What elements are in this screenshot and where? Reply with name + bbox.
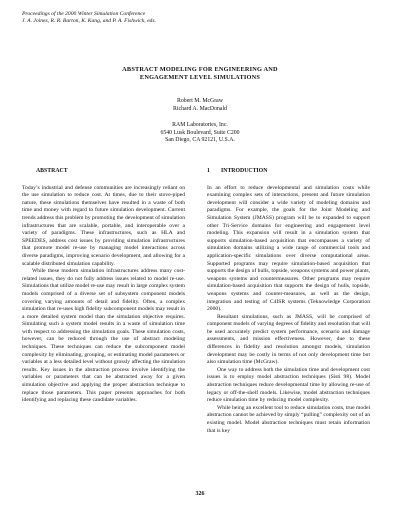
- paper-title-line-2: ENGAGEMENT LEVEL SIMULATIONS: [139, 74, 261, 81]
- title-block: [0, 66, 400, 145]
- introduction-column: [207, 168, 370, 435]
- introduction-heading: [207, 168, 370, 176]
- author-list: [0, 98, 400, 113]
- proceedings-title: Proceedings of the 2000 Winter Simulation Conference: [22, 11, 146, 17]
- introduction-paragraph: Resultant simulations, such as JMASS, will be comprised of component models of varying degrees of fidelity and resolution that will be used accurately predict system performance, scenario and damage assessments, and mission effectiveness. However, due to these differences in fidelity and resolution amongst models, simulation development may be costly in terms of not only development time but also simulation time (McGraw).: [207, 313, 370, 366]
- affiliation-organization: RAM Laboratories, Inc.: [172, 122, 228, 128]
- proceedings-header: [22, 11, 382, 25]
- introduction-paragraph: One way to address both the simulation time and development cost issues is to employ model abstraction techniques (Sisti 98). Model abstraction techniques reduce developmental time by allowing re-use of legacy or off-the-shelf models. Likewise, model abstraction techniques reduce simulation time by reducing model complexity.: [207, 366, 370, 404]
- affiliation: [0, 122, 400, 145]
- affiliation-street: 6540 Lusk Boulevard, Suite C200: [160, 129, 240, 136]
- author-2: Richard A. MacDonald: [173, 105, 227, 112]
- affiliation-city: San Diego, CA 92121, U.S.A.: [165, 137, 235, 143]
- abstract-heading: ABSTRACT: [36, 168, 68, 174]
- page-number: 326: [195, 491, 205, 497]
- abstract-paragraph: Today’s industrial and defense communities are increasingly reliant on the use simulation to reduce cost. At times, due to their stove-piped nature, these simulations themselves have resulted in a waste of both time and money with regard to future simulation development. Current trends address this problem by promoting the development of simulation infrastructures that are scalable, portable, and interoperable over a variety of paradigms. These infrastructures, such as HLA and SPEEDES, address cost issues by providing simulation infrastructures that promote model re-use by managing model interactions across diverse paradigms, improving scenario development, and allowing for a scalable distributed simulation capability.: [22, 184, 185, 267]
- paper-title-line-1: ABSTRACT MODELING FOR ENGINEERING AND: [122, 66, 278, 73]
- section-number: 1: [207, 168, 210, 174]
- author-1: Robert M. McGraw: [177, 98, 223, 104]
- section-title: INTRODUCTION: [221, 168, 268, 174]
- introduction-paragraph: In an effort to reduce developmental and simulation costs while examining complex sets of interactions, present and future simulation development will consider a wide variety of modeling domains and paradigms. For example, the goals for the Joint Modeling and Simulation System (JMASS) program will be to expanded to support other Tri-Service domains for engineering and engagement level modeling. This expansion will result in a simulation system that supports simulation-based acquisition that encompasses a variety of simulation domains utilizing a wide range of commercial tools and application-specific simulations over diverse computational areas. Supported programs may require simulation-based acquisition that supports the design of hulls, topside, weapons systems and power plants, weapons systems and countermeasures. Other programs may require simulation-based acquisition that supports the design of hulls, topside, weapons systems and counter-measures, as well as the design, integration and testing of C4ISR systems (Teknowledge Corporation 2000).: [207, 184, 370, 313]
- abstract-paragraph: While these modern simulation infrastructures address many cost-related issues, they do not fully address issues related to model re-use. Simulations that utilize model re-use may result in large complex system models comprised of a diverse set of subsystem component models covering varying amounts of detail and fidelity. Often, a complex simulation that re-uses high fidelity subcomponent models may result in a more detailed system model than the simulation objective requires. Simulating such a system model results in a waste of simulation time with respect to addressing the simulation goals. These simulation costs, however, can be reduced through the use of abstract modeling techniques. These techniques can reduce the subcomponent model complexity by eliminating, grouping, or estimating model parameters or variables at a less detailed level without grossly affecting the simulation results. Key issues in the abstraction process involve identifying the variables or parameters that can be abstracted away for a given simulation objective and applying the proper abstraction technique to replace those parameters. This paper presents approaches for both identifying and replacing these candidate variables.: [22, 268, 186, 404]
- abstract-column: [22, 168, 185, 405]
- introduction-paragraph: While being an excellent tool to reduce simulation costs, true model abstraction cannot be achieved by simply “pulling” complexity out of an existing model. Model abstraction techniques must retain information that is key: [207, 404, 370, 434]
- proceedings-editors: J. A. Joines, R. R. Barton, K. Kang, and P. A. Fishwick, eds.: [22, 18, 156, 24]
